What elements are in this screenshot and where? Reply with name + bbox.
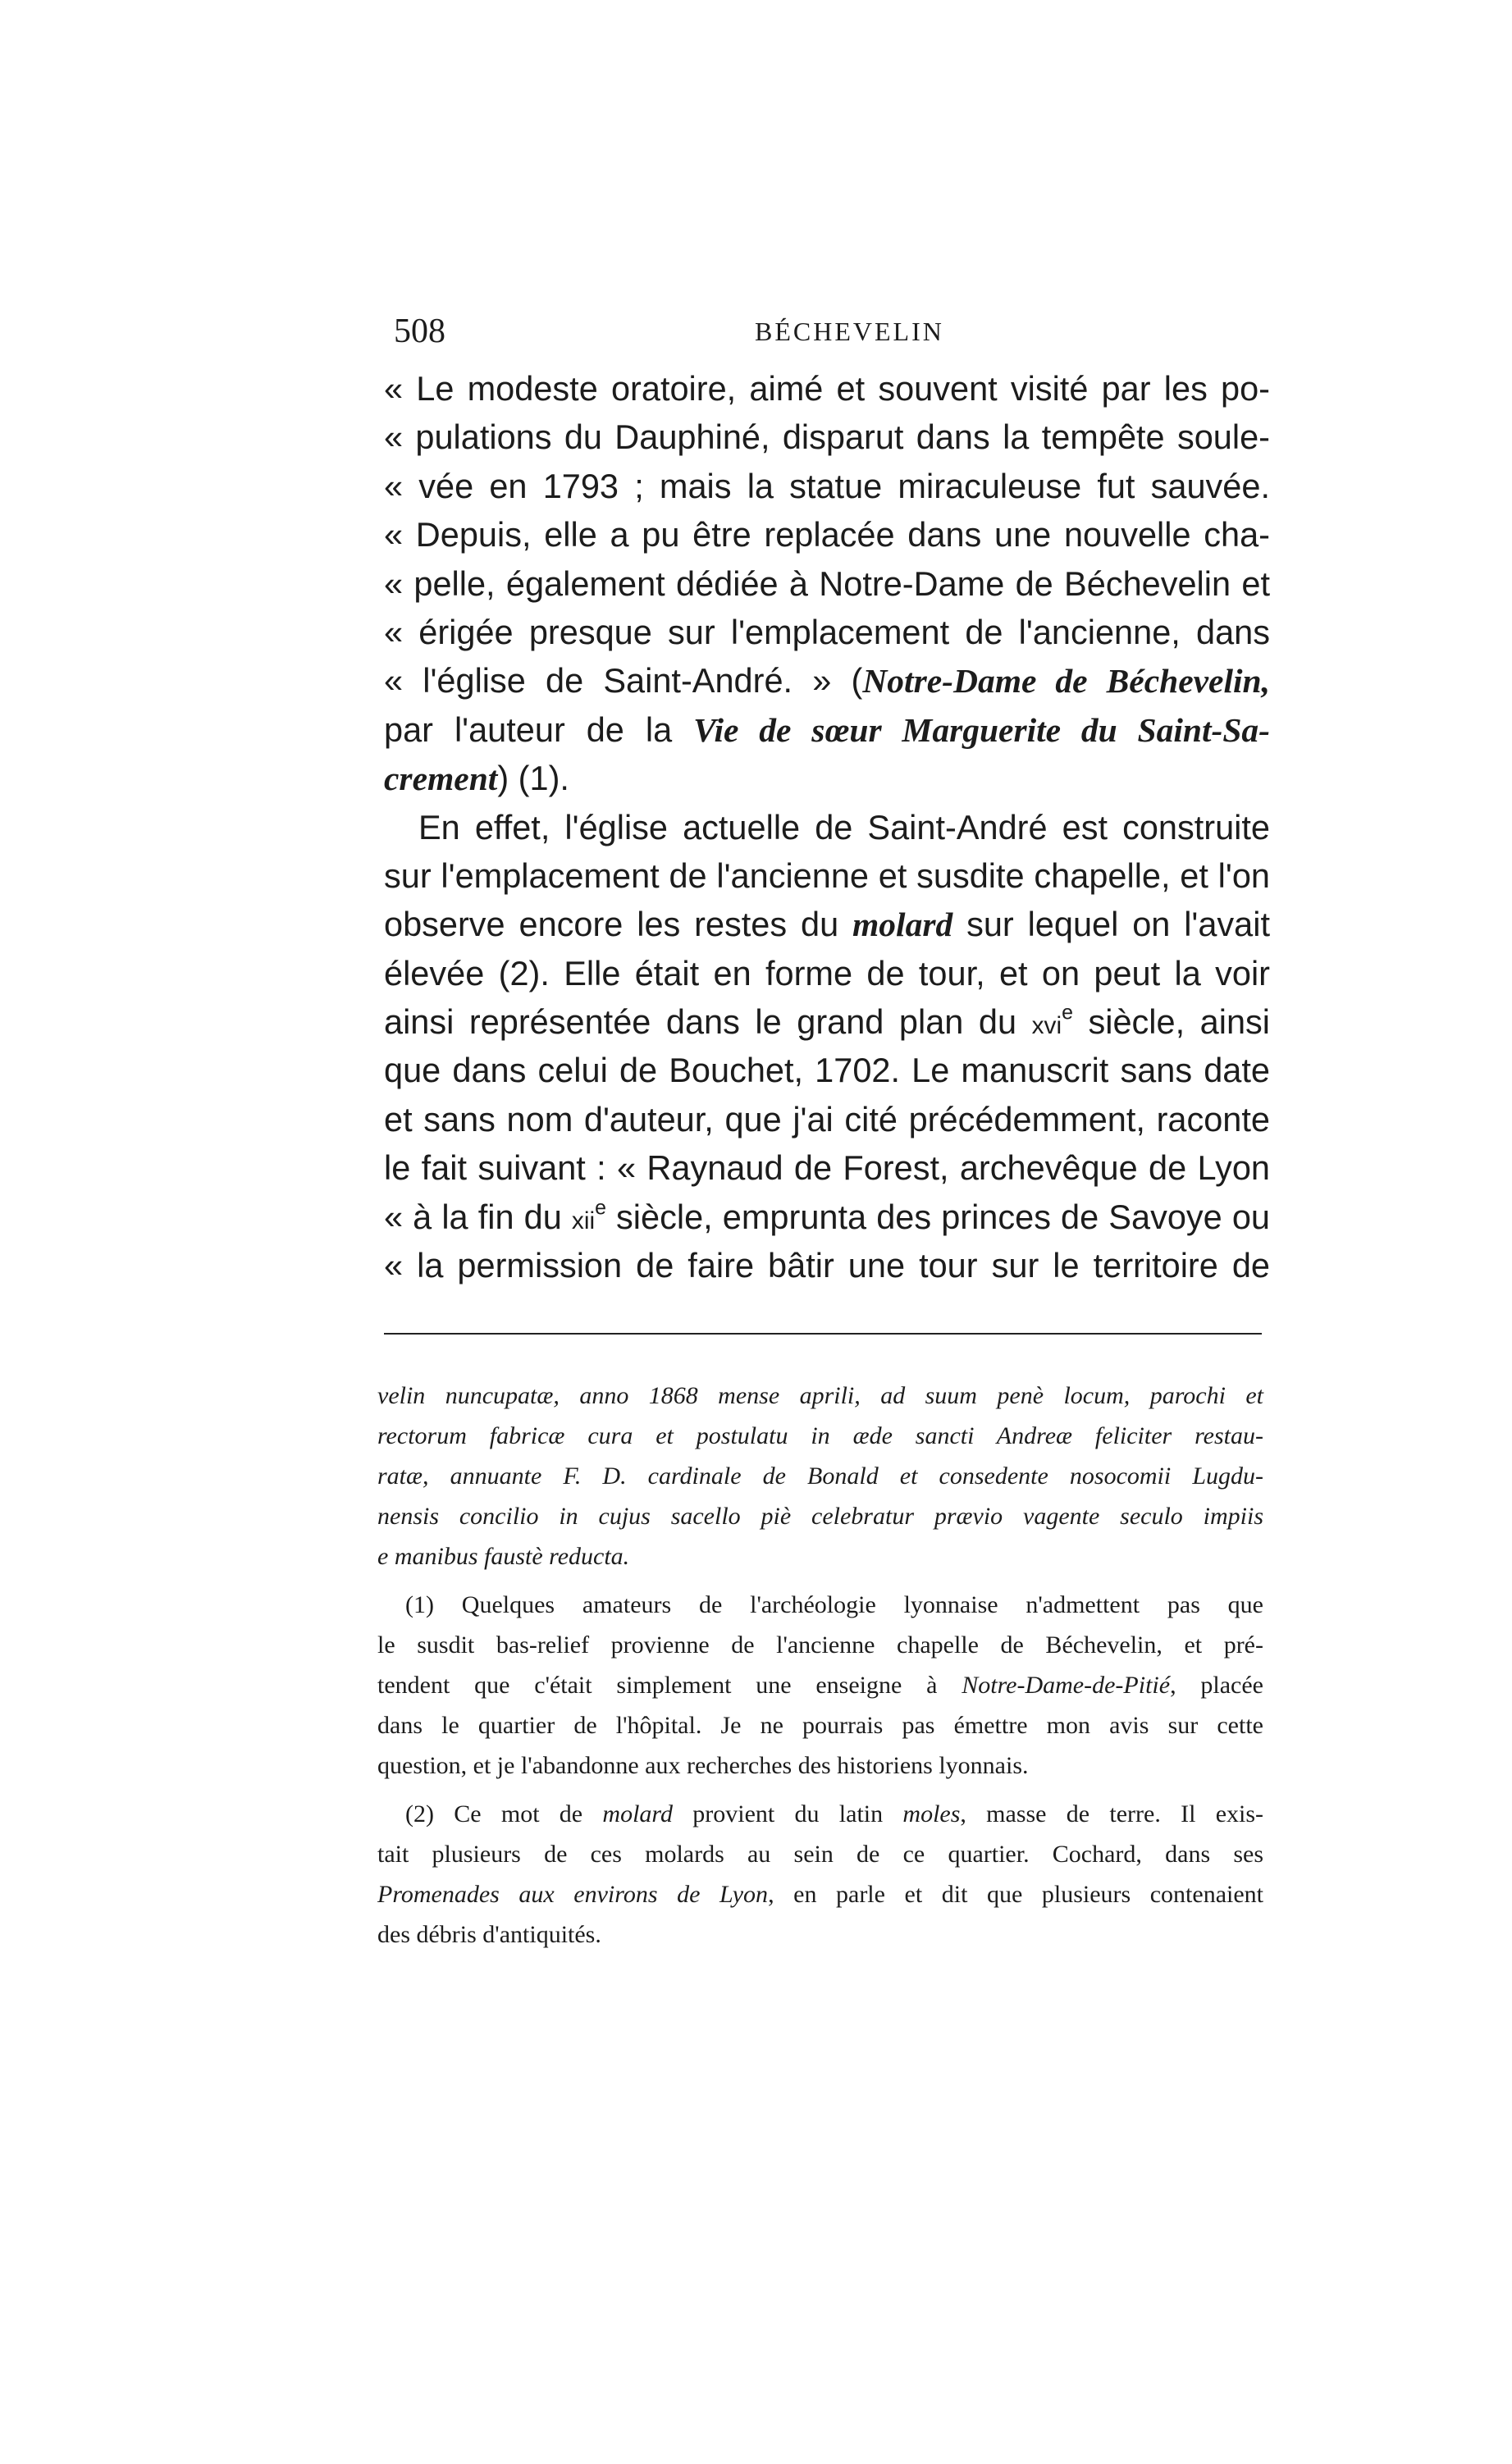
- text-segment: , masse de terre. Il exis-: [960, 1800, 1264, 1827]
- italic-word: molard: [852, 906, 953, 944]
- footnote-continuation-line: e manibus faustè reducta.: [377, 1543, 630, 1570]
- footnotes: [377, 1376, 1263, 1955]
- page-header: [394, 312, 1296, 361]
- text-line: que dans celui de Bouchet, 1702. Le manuscrit sans date: [384, 1051, 1270, 1090]
- italic-title: Promenades aux environs de Lyon: [377, 1881, 769, 1908]
- text-segment: ainsi représentée dans le grand plan du: [384, 1002, 1032, 1042]
- italic-name: Notre-Dame-de-Pitié: [962, 1672, 1171, 1699]
- text-segment: siècle, emprunta des princes de Savoye ou: [605, 1197, 1270, 1236]
- text-segment: « l'église de Saint-André. » (: [384, 661, 863, 700]
- superscript: e: [595, 1196, 606, 1220]
- text-segment: , placée: [1170, 1672, 1263, 1699]
- text-line: « Le modeste oratoire, aimé et souvent visité par les po-: [384, 369, 1270, 408]
- main-text: [384, 364, 1270, 1289]
- italic-word: molard: [602, 1800, 673, 1827]
- text-line: [384, 754, 1270, 802]
- italic-title: Notre-Dame de Béchevelin,: [862, 662, 1270, 700]
- italic-title: Vie de sœur Marguerite du Saint-Sa-: [693, 710, 1270, 749]
- text-line: « érigée presque sur l'emplacement de l'ancienne, dans: [384, 612, 1270, 651]
- footnote-continuation-line: velin nuncupatæ, anno 1868 mense aprili, ad suum penè locum, parochi et: [377, 1382, 1263, 1409]
- text-segment: , en parle et dit que plusieurs contenaient: [768, 1881, 1264, 1908]
- text-segment: (2) Ce mot de: [405, 1800, 603, 1827]
- small-caps: xvi: [1031, 1012, 1062, 1040]
- footnote-continuation-line: rectorum fabricæ cura et postulatu in æde sancti Andreæ feliciter restau-: [377, 1422, 1263, 1449]
- footnote-1-line: le susdit bas-relief provienne de l'ancienne chapelle de Béchevelin, et pré-: [377, 1631, 1263, 1659]
- text-line: [384, 656, 1270, 705]
- text-segment: observe encore les restes du: [384, 905, 853, 944]
- footnote-spacer: [377, 1786, 1263, 1794]
- italic-title: crement: [384, 760, 498, 798]
- text-line: et sans nom d'auteur, que j'ai cité précédemment, raconte: [384, 1099, 1270, 1138]
- text-line: [384, 900, 1270, 948]
- text-line: « Depuis, elle a pu être replacée dans une nouvelle cha-: [384, 515, 1270, 554]
- footnote-2-line: des débris d'antiquités.: [377, 1921, 601, 1948]
- text-segment: tendent que c'était simplement une enseigne à: [377, 1672, 962, 1699]
- text-segment: ) (1).: [497, 759, 569, 798]
- text-line: sur l'emplacement de l'ancienne et susdite chapelle, et l'on: [384, 856, 1270, 895]
- text-line: élevée (2). Elle était en forme de tour, et on peut la voir: [384, 953, 1270, 992]
- footnote-2-line: tait plusieurs de ces molards au sein de ce quartier. Cochard, dans ses: [377, 1841, 1263, 1868]
- text-line: En effet, l'église actuelle de Saint-André est construite: [418, 807, 1270, 846]
- text-segment: provient du latin: [672, 1800, 903, 1827]
- footnote-1-line: [377, 1665, 1263, 1705]
- page-number: 508: [394, 313, 445, 350]
- text-line: [384, 997, 1270, 1046]
- italic-word: moles: [902, 1800, 961, 1827]
- footnote-1-line: question, et je l'abandonne aux recherches des historiens lyonnais.: [377, 1752, 1029, 1779]
- text-line: le fait suivant : « Raynaud de Forest, archevêque de Lyon: [384, 1148, 1270, 1188]
- footnote-2-line: [377, 1794, 1263, 1834]
- text-line: [384, 1193, 1270, 1241]
- text-line: « pelle, également dédiée à Notre-Dame de Béchevelin et: [384, 564, 1270, 603]
- text-segment: siècle, ainsi: [1072, 1002, 1270, 1042]
- small-caps: xii: [571, 1207, 596, 1234]
- text-line: « pulations du Dauphiné, disparut dans la tempête soule-: [384, 418, 1270, 457]
- text-line: « vée en 1793 ; mais la statue miraculeuse fut sauvée.: [384, 466, 1270, 505]
- superscript: e: [1062, 1001, 1073, 1024]
- footnote-1-line: (1) Quelques amateurs de l'archéologie lyonnaise n'admettent pas que: [405, 1591, 1263, 1618]
- text-line: [384, 705, 1270, 754]
- footnote-spacer: [377, 1577, 1263, 1585]
- text-line: « la permission de faire bâtir une tour sur le territoire de: [384, 1246, 1270, 1285]
- footnote-divider: [384, 1333, 1262, 1335]
- footnote-continuation-line: ratæ, annuante F. D. cardinale de Bonald et consedente nosocomii Lugdu-: [377, 1462, 1263, 1490]
- footnote-continuation-line: nensis concilio in cujus sacello piè celebratur prævio vagente seculo impiis: [377, 1503, 1263, 1530]
- text-segment: sur lequel on l'avait: [952, 905, 1271, 944]
- footnote-2-line: [377, 1874, 1263, 1914]
- text-segment: par l'auteur de la: [384, 710, 694, 749]
- running-title: BÉCHEVELIN: [755, 317, 944, 346]
- footnote-1-line: dans le quartier de l'hôpital. Je ne pourrais pas émettre mon avis sur cette: [377, 1712, 1263, 1739]
- text-segment: « à la fin du: [384, 1197, 572, 1236]
